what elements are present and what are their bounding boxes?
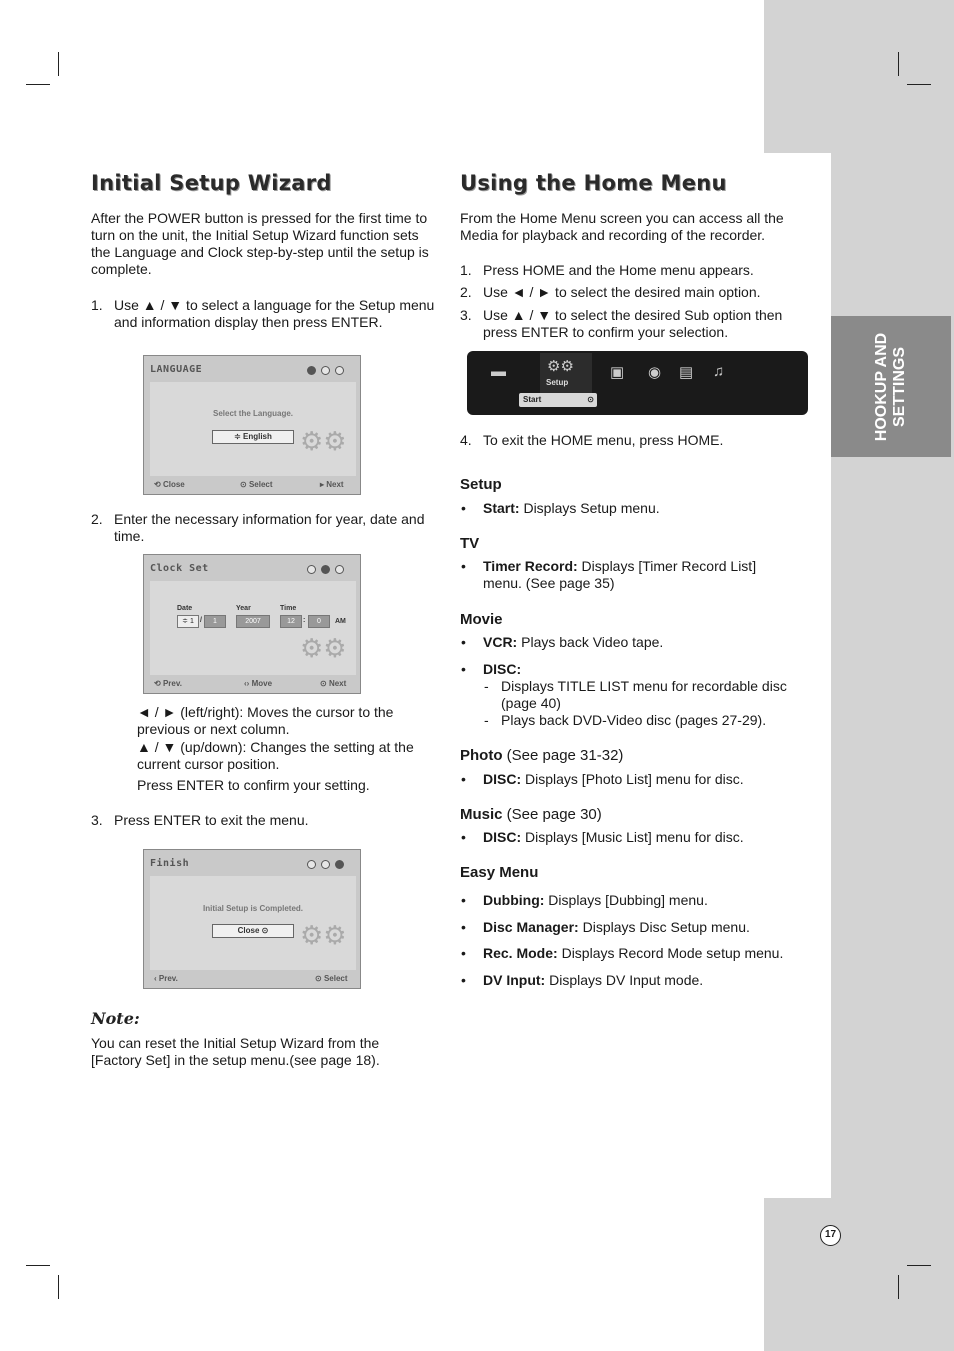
select-hint: ⊙ Select (315, 974, 348, 983)
home-menu-intro: From the Home Menu screen you can access all the Media for playback and recording of the recorder. (460, 210, 784, 243)
hour-field[interactable]: 12 (280, 615, 302, 628)
photo-heading: Photo (See page 31-32) (460, 747, 624, 764)
screen-body (150, 581, 356, 675)
bullet: • (461, 661, 466, 677)
dash: - (484, 678, 489, 694)
next-hint: ⊙ Next (320, 679, 347, 688)
minute-field[interactable]: 0 (308, 615, 330, 628)
setup-label: Setup (546, 378, 569, 387)
screen-title: Finish (150, 858, 190, 869)
date-separator: / (200, 617, 202, 624)
tv-timer-item: Timer Record: Displays [Timer Record List] menu. (See page 35) (483, 558, 757, 591)
progress-dot (307, 860, 316, 869)
movie-disc-item: DISC: (483, 661, 522, 677)
crop-mark (26, 1265, 50, 1266)
section-tab-label: HOOKUP AND SETTINGS (872, 332, 908, 441)
time-separator: : (303, 617, 306, 624)
bullet: • (461, 972, 466, 988)
section-tab (831, 316, 951, 457)
setup-heading: Setup (460, 476, 502, 493)
bullet: • (461, 500, 466, 516)
initial-setup-title: Initial Setup Wizard (91, 171, 332, 195)
progress-dot (307, 565, 316, 574)
progress-dot (335, 565, 344, 574)
year-field[interactable]: 2007 (236, 615, 270, 628)
bullet: • (461, 892, 466, 908)
progress-dot (321, 860, 330, 869)
screen-title: Clock Set (150, 563, 209, 574)
screen-footer (150, 970, 356, 986)
step-number: 2. (91, 511, 103, 527)
music-icon[interactable]: ♫ (713, 363, 725, 380)
close-hint: ⟲ Close (154, 480, 185, 489)
progress-dot (321, 366, 330, 375)
step-1-text: Use ▲ / ▼ to select a language for the Setup menu and information display then press ENTER. (114, 297, 435, 330)
crop-mark (907, 1265, 931, 1266)
crop-mark (907, 84, 931, 85)
tv-icon[interactable]: ▣ (610, 364, 625, 381)
movie-heading: Movie (460, 611, 503, 628)
photo-disc-item: DISC: Displays [Photo List] menu for disc. (483, 771, 744, 787)
confirm-note: Press ENTER to confirm your setting. (137, 777, 370, 793)
prev-hint: ‹ Prev. (154, 974, 178, 983)
progress-dot (321, 565, 330, 574)
movie-disc-sub-1: Displays TITLE LIST menu for recordable disc (page 40) (501, 678, 787, 711)
easy-rec-mode-item: Rec. Mode: Displays Record Mode setup menu. (483, 945, 784, 961)
progress-dot (307, 366, 316, 375)
crop-mark (58, 1275, 59, 1299)
step-number: 2. (460, 284, 472, 300)
progress-dot (335, 366, 344, 375)
bullet: • (461, 634, 466, 650)
note-heading: Note: (91, 1009, 140, 1028)
step-number: 1. (460, 262, 472, 278)
day-field[interactable]: 1 (204, 615, 226, 628)
easy-menu-heading: Easy Menu (460, 864, 539, 881)
step-number: 3. (91, 812, 103, 828)
home-step-4: To exit the HOME menu, press HOME. (483, 432, 724, 448)
close-button[interactable]: Close ⊙ (212, 924, 294, 938)
year-label: Year (236, 605, 251, 612)
home-step-3: Use ▲ / ▼ to select the desired Sub option then press ENTER to confirm your selection. (483, 307, 783, 340)
date-label: Date (177, 605, 193, 612)
up-down-note: ▲ / ▼ (up/down): Changes the setting at the current cursor position. (137, 739, 414, 772)
step-number: 1. (91, 297, 103, 313)
month-field[interactable]: ≑ 1 (177, 615, 199, 628)
progress-dots (307, 860, 344, 869)
enter-icon: ⊙ (587, 395, 594, 404)
next-hint: ▸ Next (320, 480, 344, 489)
home-menu-bar (467, 351, 808, 415)
margin-band (831, 153, 954, 1198)
movie-icon[interactable]: ◉ (648, 364, 662, 381)
crop-mark (898, 1275, 899, 1299)
time-label: Time (280, 605, 297, 612)
page-number: 17 (820, 1225, 841, 1246)
ampm-field: AM (335, 618, 346, 625)
move-hint: ‹› Move (244, 679, 273, 688)
setup-gear-icon[interactable]: ⚙⚙ (547, 358, 574, 375)
bullet: • (461, 919, 466, 935)
screen-message: Initial Setup is Completed. (202, 904, 303, 913)
initial-setup-intro: After the POWER button is pressed for the first time to turn on the unit, the Initial Setup Wizard function sets the Language and Clock step-by-step until the setup is complete. (91, 210, 429, 277)
gear-icon: ⚙⚙ (300, 920, 347, 950)
progress-dots (307, 565, 344, 574)
finish-screen (143, 849, 361, 989)
home-menu-title: Using the Home Menu (460, 171, 727, 195)
screen-footer (150, 675, 356, 691)
dash: - (484, 712, 489, 728)
screen-body (150, 876, 356, 970)
left-right-note: ◄ / ► (left/right): Moves the cursor to the previous or next column. (137, 704, 394, 737)
home-step-1: Press HOME and the Home menu appears. (483, 262, 754, 278)
step-3-text: Press ENTER to exit the menu. (114, 812, 309, 828)
screen-body (150, 382, 356, 476)
clock-set-screen (143, 554, 361, 694)
bullet: • (461, 829, 466, 845)
step-number: 4. (460, 432, 472, 448)
step-number: 3. (460, 307, 472, 323)
note-text: You can reset the Initial Setup Wizard from the [Factory Set] in the setup menu.(see page 18). (91, 1035, 380, 1068)
home-step-2: Use ◄ / ► to select the desired main option. (483, 284, 761, 300)
margin-band-top (764, 0, 954, 153)
step-2-text: Enter the necessary information for year, date and time. (114, 511, 425, 544)
music-heading: Music (See page 30) (460, 806, 602, 823)
crop-mark (26, 84, 50, 85)
gear-icon: ⚙⚙ (300, 426, 347, 456)
tv-heading: TV (460, 535, 480, 552)
easy-disc-manager-item: Disc Manager: Displays Disc Setup menu. (483, 919, 750, 935)
movie-vcr-item: VCR: Plays back Video tape. (483, 634, 664, 650)
crop-mark (898, 52, 899, 76)
bullet: • (461, 558, 466, 574)
bullet: • (461, 771, 466, 787)
screen-title: LANGUAGE (150, 364, 203, 375)
language-select[interactable]: ≑ English (212, 430, 294, 444)
progress-dots (307, 366, 344, 375)
vcr-icon[interactable]: ▬ (491, 363, 506, 380)
bullet: • (461, 945, 466, 961)
start-option[interactable]: Start ⊙ (519, 393, 597, 407)
music-disc-item: DISC: Displays [Music List] menu for disc. (483, 829, 744, 845)
photo-icon[interactable]: ▤ (679, 364, 694, 381)
language-screen (143, 355, 361, 495)
prev-hint: ⟲ Prev. (154, 679, 182, 688)
select-hint: ⊙ Select (240, 480, 273, 489)
easy-dv-input-item: DV Input: Displays DV Input mode. (483, 972, 704, 988)
gear-icon: ⚙⚙ (300, 633, 347, 663)
crop-mark (58, 52, 59, 76)
movie-disc-sub-2: Plays back DVD-Video disc (pages 27-29). (501, 712, 767, 728)
screen-message: Select the Language. (212, 409, 294, 418)
setup-start-item: Start: Displays Setup menu. (483, 500, 660, 516)
screen-footer (150, 476, 356, 492)
easy-dubbing-item: Dubbing: Displays [Dubbing] menu. (483, 892, 708, 908)
progress-dot (335, 860, 344, 869)
margin-band-bottom (764, 1198, 954, 1351)
